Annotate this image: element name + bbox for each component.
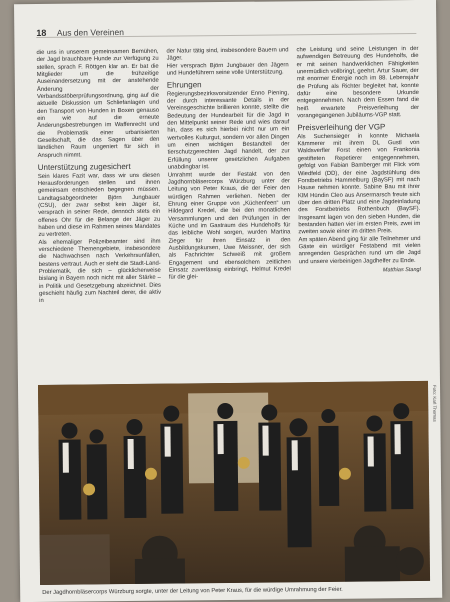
paragraph: Am späten Abend ging für alle Teilnehmer und Gäste ein würdiger Festabend mit vielen anregenden Gesprächen rund um die Jagd und unsere vierbeinigen Jagdhelfer zu Ende. [298,235,421,265]
subheading-award-ceremony: Preisverleihung der VGP [297,122,386,133]
paragraph: che Leistung und seine Leistungen in der aufwendigen Betreuung des Hundeholfs, die er mit seinen handwerklichen Fähigkeiten unermüdlich vollbringt, geehrt. Artur Sauer, der mit enormer Energie noch im 88. Lebensjahr die Prüfung als Richter begleitet hat, konnte dafür eine besondere Urkunde entgegennehmen. Nach dem Essen fand die heiß erwartete Preisverleihung der vorangegangenen Jubiläums-VGP statt. [296,45,420,120]
paragraph: Umrahmt wurde der Festakt von den Jagdhornbläsercorps Würzburg unter der Leitung von Peter Kraus, die der Feier den würdigen Rahmen verliehen. Neben der Ehrung einer Gruppe von „Küchenfeen“ um Hildegard Kredel, die bei den monatlichen Versammlungen und den Prüfungen in der Küche und im Gastraum des Hundeholfs für das leibliche Wohl sorgen, wurden Martina Zieger für ihren Einsatz in den Ausbildungskursen, Uwe Meissner, der sich als Fachrichter Schweiß mit großem Engagement und ebensolchem zeitlichen Einsatz zuverlässig einbringt, Helmut Kredel für die glei- [167,170,291,281]
subheading-honors: Ehrungen [166,80,202,90]
paragraph: die uns in unserem gemeinsamen Bemühen, der Jagd brauchbare Hunde zur Verfügung zu stellen, sprach F. Röttgen klar an. Er bat die Mitglieder um die frühzeitige Auseinandersetzung mit der anstehende Änderung der Verbandsstöberprüfungsordnung, ging auf die aktuelle Diskussion um Schliefanlagen und den Transport von Hunden in Boxen genauso ein wie auf die erneute Änderungsbestrebungen im Waffenrecht und die Problematik einer urbanisierten Gesellschaft, die das Sagen über den ländlichen Raum ungeniert für sich in Anspruch nimmt. [36,48,160,159]
paragraph: Als Suchensieger in konnte Michaela Kämmerer mit ihrem DL Gustl von Waldsverfler Forst einen von Frankonia gestifteten Repetierer entgegennehmen, gefolgt von Fabian Bamberger mit Flick vom Wiedfeld (DD), der eine Jagdstühlung des Forstbetriebs Hammelburg (BaySF) mit nach Hause nehmen konnte. Sabine Bau mit ihrer KlM Hündin Cleo aus Ansermarsch freute sich über den dritten Platz und eine Jagdeinladung des Forstbetriebs Rothenbuch (BaySF). Insgesamt lagen von den sieben Hunden, die bestanden hatten vier im ersten Preis, zwei im zweiten sowie einer im dritten Preis. [297,132,421,236]
author-credit: Matthias Stangl [382,266,421,274]
paragraph: Hier versprach Björn Jungbauer den Jägern und Hundeführern seine volle Unterstützung. [166,62,289,77]
subheading-support: Unterstützung zugesichert [37,162,131,173]
section-title: Aus den Vereinen [56,27,124,38]
paragraph: Sein klares Fazit war, dass wir uns diesen Herausforderungen stellen und ihnen gemeinsam entschieden begegnen müssen. Landtagsabgeordneter Björn Jungbauer (CSU), der zwar selbst kein Jäger ist, versprach in seiner Rede, dennoch stets ein offenes Ohr für die Belange der Jäger zu haben und diese im Rahmen seines Mandates zu vertreten. [37,172,161,239]
paragraph: der Natur tätig sind, insbesondere Bauern und Jäger. [166,47,289,62]
article-column-1 [36,49,161,306]
band-photo [38,381,430,585]
paragraph: Regierungsbezirksvorsitzender Enno Piening, der durch interessante Details in der Vereinsgeschichte brillieren konnte, stellte die Bedeutung der Hundearbeit für die Jagd in den Mittelpunkt seiner Rede und wies darauf hin, dass es sich hierbei nicht nur um ein wertvolles Kulturgut, sondern vor allen Dingen um einen wichtigen Bestandteil der tierschutzgerechten Jagd handelt, der zur Erfüllung unserer gesetzlichen Aufgaben unabdingbar ist. [166,90,290,171]
photo-credit: Foto: Karl Thomas [432,384,438,422]
magazine-page [14,0,442,602]
article-column-3 [296,46,420,276]
photo-caption: Der Jagdhornbläsercorps Würzburg sorgte, unter der Leitung von Peter Kraus, für die würdige Umrahmung der Feier. [42,586,343,596]
page-header [36,19,416,38]
page-number: 18 [36,27,47,38]
paragraph: Als ehemaliger Polizeibeamter sind ihm verschiedene Themengebiete, insbesondere die Nachwachsen nach Verkehrsunfällen, bestens vertraut. Auch er sieht die Stadt-Land-Problematik, die sich – glücklicherweise bislang in Bayern noch nicht mit aller Stärke – in Politik und Gesetzgebung abzeichnet. Dies geschieht häufig zum Nachteil derer, die aktiv in [38,238,162,305]
article-column-2 [166,47,290,282]
photo-illustration [38,381,430,585]
